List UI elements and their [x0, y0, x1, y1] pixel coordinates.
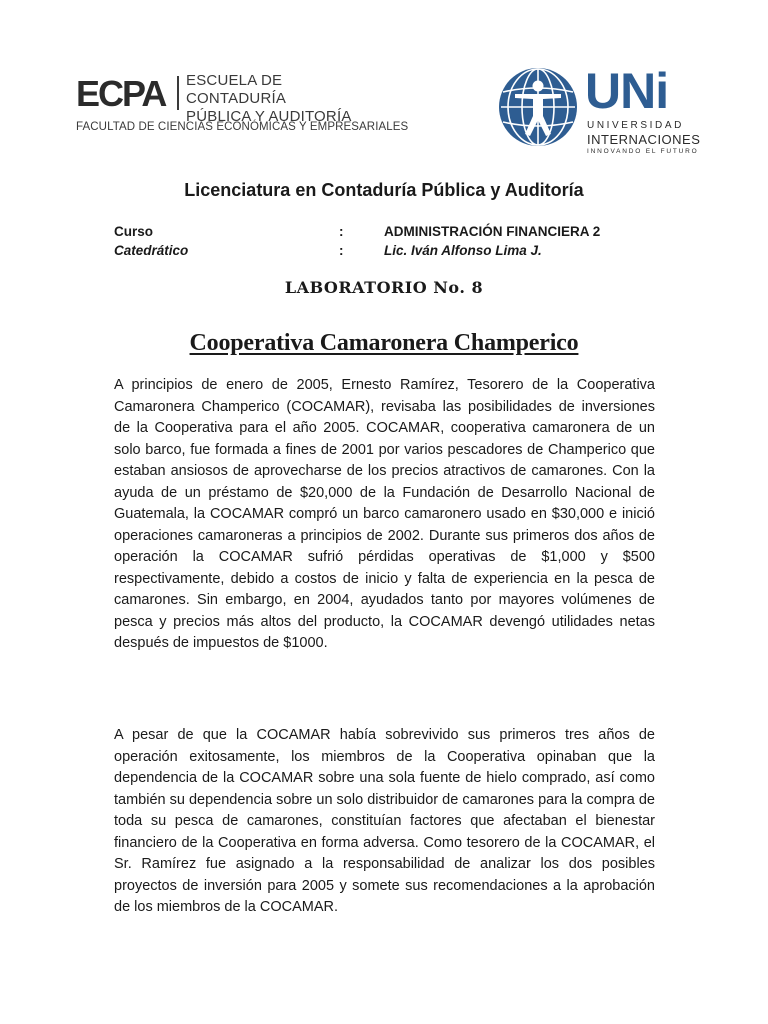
uni-wordmark: UNi — [585, 63, 669, 119]
case-title: Cooperativa Camaronera Champerico — [189, 330, 579, 356]
faculty-name: FACULTAD DE CIENCIAS ECONÓMICAS Y EMPRESARIALES — [76, 121, 409, 133]
professor-colon: : — [339, 243, 344, 258]
course-label: Curso — [114, 224, 154, 239]
professor-label: Catedrático — [114, 243, 189, 258]
course-colon: : — [339, 224, 344, 239]
school-name — [186, 72, 386, 126]
globe-human-emblem-icon — [497, 66, 579, 148]
body-paragraph-2: A pesar de que la COCAMAR había sobrevivido sus primeros tres años de operación exitosamente, los miembros de la Cooperativa opinaban que la dependencia de la COCAMAR sobre una sola fuente de hielo comprado, así como también su dependencia sobre un solo distribuidor de camarones para la compra de toda su pesca de camarones, constituían factores que afectaban el bienestar financiero de la Cooperativa en forma adversa. Como tesorero de la COCAMAR, el Sr. Ramírez fue asignado a la responsabilidad de analizar los dos posibles proyectos de inversión para 2005 y somete sus recomendaciones a la aprobación de los miembros de la COCAMAR. — [114, 727, 655, 915]
course-info — [114, 222, 674, 260]
professor-row — [114, 241, 674, 260]
uni-logo — [497, 65, 707, 160]
lab-title: LABORATORIO No. 8 — [284, 278, 484, 297]
logo-divider — [177, 76, 179, 110]
uni-name-line2: INTERNACIONES — [587, 132, 701, 147]
degree-title: Licenciatura en Contaduría Pública y Auditoría — [184, 180, 584, 200]
uni-name-line1: UNIVERSIDAD — [587, 120, 684, 131]
course-value: ADMINISTRACIÓN FINANCIERA 2 — [384, 224, 601, 239]
uni-tagline: INNOVANDO EL FUTURO — [587, 148, 699, 155]
ecpa-logo — [76, 72, 409, 142]
ecpa-wordmark: ECPA — [76, 73, 166, 114]
school-name-line1: ESCUELA DE CONTADURÍA — [186, 72, 287, 107]
body-paragraph-1: A principios de enero de 2005, Ernesto Ramírez, Tesorero de la Cooperativa Camaronera Champerico (COCAMAR), revisaba las posibilidades de inversiones de la Cooperativa para el año 2005. COCAMAR, cooperativa camaronera de un solo barco, fue formada a fines de 2001 por varios pescadores de Champerico que estaban ansiosos de aprovecharse de los precios atractivos de camarones. Con la ayuda de un préstamo de $20,000 de la Fundación de Desarrollo Nacional de Guatemala, la COCAMAR compró un barco camaronero usado en $30,000 e inició operaciones camaroneras a principios de 2002. Durante sus primeros dos años de operación la COCAMAR sufrió pérdidas operativas de $1,000 y $500 respectivamente, debido a costos de inicio y falta de experiencia en la pesca de camarones. Sin embargo, en 2004, ayudados tanto por mayores volúmenes de pesca y precios más altos del producto, la COCAMAR devengó utilidades netas después de impuestos de $1000. — [114, 377, 655, 651]
school-name-line2: PÚBLICA Y AUDITORÍA — [186, 108, 352, 125]
course-row — [114, 222, 674, 241]
professor-value: Lic. Iván Alfonso Lima J. — [384, 243, 542, 258]
